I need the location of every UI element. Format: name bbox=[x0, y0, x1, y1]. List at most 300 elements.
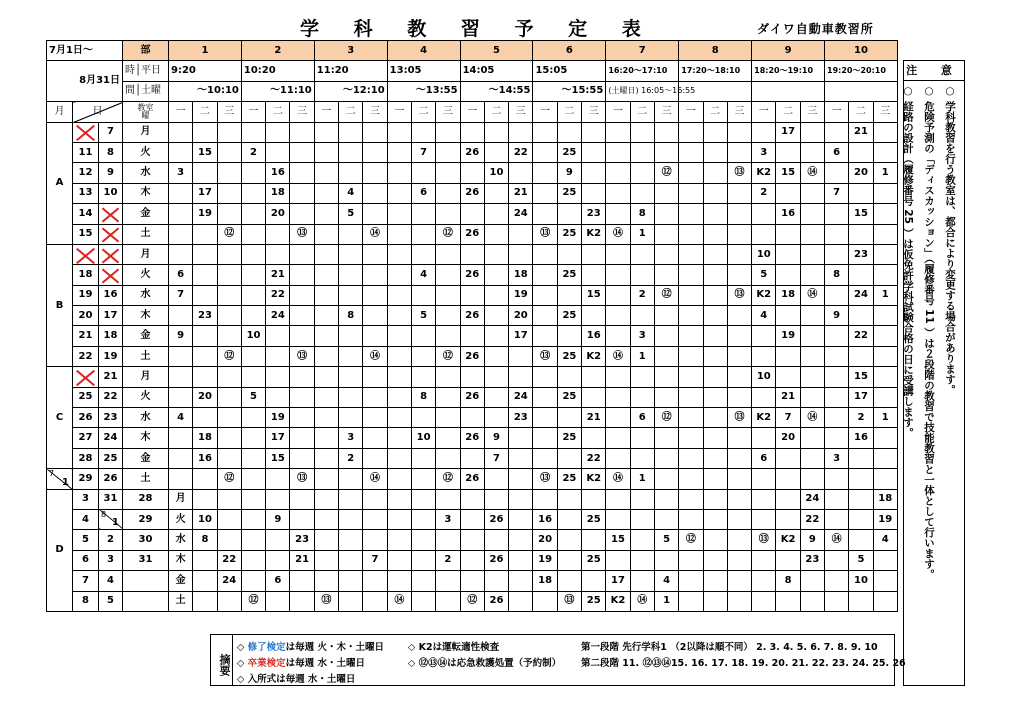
schedule-cell: ⑬ bbox=[290, 346, 314, 366]
schedule-cell bbox=[290, 285, 314, 305]
schedule-cell: 9 bbox=[800, 530, 824, 550]
schedule-cell bbox=[436, 142, 460, 162]
schedule-cell bbox=[509, 244, 533, 264]
schedule-cell: 18 bbox=[193, 428, 217, 448]
date-8: 17 bbox=[99, 306, 123, 326]
schedule-cell bbox=[849, 183, 873, 203]
schedule-cell bbox=[703, 285, 727, 305]
schedule-cell bbox=[654, 469, 678, 489]
schedule-cell bbox=[436, 326, 460, 346]
schedule-cell bbox=[460, 244, 484, 264]
schedule-cell bbox=[314, 367, 338, 387]
schedule-cell bbox=[411, 509, 435, 529]
period-start: 7月1日～ bbox=[47, 41, 123, 61]
schedule-cell bbox=[703, 530, 727, 550]
hi-label: 日 bbox=[73, 102, 123, 122]
schedule-cell bbox=[290, 265, 314, 285]
schedule-cell: 18 bbox=[873, 489, 897, 509]
schedule-cell bbox=[169, 183, 193, 203]
schedule-cell bbox=[654, 244, 678, 264]
schedule-cell bbox=[169, 367, 193, 387]
schedule-cell: ⑬ bbox=[727, 163, 751, 183]
schedule-cell: 17 bbox=[193, 183, 217, 203]
schedule-cell bbox=[339, 244, 363, 264]
schedule-cell bbox=[290, 163, 314, 183]
period-header-3: 3 bbox=[314, 41, 387, 61]
school-name: ダイワ自動車教習所 bbox=[757, 22, 874, 36]
schedule-cell bbox=[606, 489, 630, 509]
schedule-cell bbox=[752, 224, 776, 244]
schedule-cell bbox=[800, 387, 824, 407]
schedule-cell bbox=[776, 346, 800, 366]
schedule-cell bbox=[193, 224, 217, 244]
schedule-cell bbox=[873, 265, 897, 285]
schedule-cell bbox=[241, 448, 265, 468]
room-header: 一 bbox=[460, 102, 484, 122]
schedule-cell bbox=[387, 306, 411, 326]
schedule-cell bbox=[849, 591, 873, 611]
schedule-cell bbox=[703, 387, 727, 407]
schedule-cell bbox=[339, 142, 363, 162]
group-label-D: D bbox=[47, 489, 73, 611]
schedule-cell: 10 bbox=[849, 571, 873, 591]
schedule-cell: 18 bbox=[509, 265, 533, 285]
schedule-cell bbox=[752, 346, 776, 366]
schedule-cell bbox=[387, 285, 411, 305]
schedule-cell bbox=[557, 571, 581, 591]
schedule-cell: 24 bbox=[266, 306, 290, 326]
schedule-cell bbox=[800, 469, 824, 489]
schedule-cell bbox=[800, 142, 824, 162]
schedule-cell bbox=[606, 448, 630, 468]
room-header: 一 bbox=[387, 102, 411, 122]
schedule-cell bbox=[411, 326, 435, 346]
schedule-cell bbox=[582, 265, 606, 285]
schedule-cell: ⑭ bbox=[800, 163, 824, 183]
schedule-cell bbox=[387, 265, 411, 285]
schedule-cell bbox=[752, 428, 776, 448]
schedule-cell bbox=[606, 367, 630, 387]
table-row bbox=[47, 163, 898, 183]
schedule-cell: 19 bbox=[873, 509, 897, 529]
schedule-cell bbox=[314, 122, 338, 142]
schedule-cell bbox=[314, 509, 338, 529]
room-header: 一 bbox=[752, 102, 776, 122]
summary-label: 摘要 bbox=[211, 635, 233, 685]
date-col-a: 5 bbox=[73, 530, 99, 550]
date-8: 23 bbox=[99, 408, 123, 428]
period-start-time-10: 19:20～20:10 bbox=[825, 61, 898, 81]
weekday: 金 bbox=[169, 571, 193, 591]
schedule-cell bbox=[460, 448, 484, 468]
schedule-cell bbox=[776, 265, 800, 285]
schedule-cell bbox=[314, 244, 338, 264]
schedule-cell bbox=[533, 306, 557, 326]
schedule-cell bbox=[825, 285, 849, 305]
schedule-cell: 17 bbox=[606, 571, 630, 591]
schedule-cell bbox=[800, 326, 824, 346]
schedule-cell bbox=[582, 571, 606, 591]
schedule-cell bbox=[825, 469, 849, 489]
schedule-cell bbox=[241, 408, 265, 428]
schedule-cell: ⑫ bbox=[217, 224, 241, 244]
date-col-b: 3 bbox=[99, 550, 123, 570]
schedule-cell bbox=[193, 591, 217, 611]
schedule-cell: 16 bbox=[582, 326, 606, 346]
date-7: 28 bbox=[73, 448, 99, 468]
schedule-cell: 21 bbox=[266, 265, 290, 285]
schedule-cell bbox=[363, 571, 387, 591]
date-8-holiday bbox=[99, 224, 123, 244]
schedule-cell bbox=[752, 326, 776, 346]
schedule-cell bbox=[193, 571, 217, 591]
schedule-cell: 2 bbox=[241, 142, 265, 162]
schedule-cell bbox=[873, 428, 897, 448]
schedule-cell bbox=[557, 204, 581, 224]
schedule-cell bbox=[727, 367, 751, 387]
period-end-time-2: ～11:10 bbox=[241, 81, 314, 101]
schedule-cell bbox=[411, 469, 435, 489]
schedule-cell bbox=[217, 183, 241, 203]
schedule-cell bbox=[800, 183, 824, 203]
date-col-a: 4 bbox=[73, 509, 99, 529]
schedule-cell bbox=[314, 306, 338, 326]
date-8: 26 bbox=[99, 469, 123, 489]
weekday: 月 bbox=[169, 489, 193, 509]
schedule-cell: 20 bbox=[849, 163, 873, 183]
schedule-cell bbox=[411, 448, 435, 468]
date-8: 7 bbox=[99, 122, 123, 142]
schedule-cell: 3 bbox=[339, 428, 363, 448]
schedule-cell bbox=[727, 326, 751, 346]
schedule-cell: ⑭ bbox=[606, 469, 630, 489]
schedule-cell bbox=[873, 448, 897, 468]
date-8-holiday bbox=[99, 244, 123, 264]
schedule-cell bbox=[679, 163, 703, 183]
schedule-cell bbox=[266, 346, 290, 366]
period-start-time-9: 18:20～19:10 bbox=[752, 61, 825, 81]
schedule-cell bbox=[460, 489, 484, 509]
schedule-cell bbox=[266, 367, 290, 387]
date-8: 24 bbox=[99, 428, 123, 448]
schedule-cell bbox=[679, 306, 703, 326]
schedule-cell bbox=[654, 448, 678, 468]
schedule-cell bbox=[606, 265, 630, 285]
schedule-cell bbox=[825, 224, 849, 244]
schedule-cell: K2 bbox=[582, 224, 606, 244]
schedule-cell bbox=[460, 122, 484, 142]
table-row bbox=[47, 387, 898, 407]
schedule-cell bbox=[290, 489, 314, 509]
schedule-cell: 15 bbox=[606, 530, 630, 550]
schedule-cell bbox=[290, 367, 314, 387]
schedule-cell: ⑬ bbox=[533, 346, 557, 366]
schedule-cell bbox=[606, 183, 630, 203]
schedule-cell bbox=[387, 326, 411, 346]
schedule-cell bbox=[703, 591, 727, 611]
schedule-cell bbox=[169, 428, 193, 448]
table-row bbox=[47, 224, 898, 244]
schedule-cell bbox=[436, 306, 460, 326]
table-row bbox=[47, 265, 898, 285]
schedule-cell bbox=[484, 122, 508, 142]
schedule-cell: K2 bbox=[752, 163, 776, 183]
schedule-cell: ⑫ bbox=[654, 285, 678, 305]
room-header: 一 bbox=[679, 102, 703, 122]
schedule-cell bbox=[557, 509, 581, 529]
schedule-cell bbox=[873, 306, 897, 326]
schedule-cell bbox=[727, 428, 751, 448]
schedule-cell bbox=[217, 244, 241, 264]
weekday: 火 bbox=[123, 265, 169, 285]
schedule-cell: 16 bbox=[849, 428, 873, 448]
schedule-cell bbox=[484, 244, 508, 264]
schedule-cell bbox=[339, 387, 363, 407]
schedule-cell: K2 bbox=[582, 469, 606, 489]
schedule-cell bbox=[314, 163, 338, 183]
schedule-cell: 16 bbox=[193, 448, 217, 468]
schedule-cell bbox=[873, 183, 897, 203]
schedule-cell: 8 bbox=[411, 387, 435, 407]
room-header: 二 bbox=[776, 102, 800, 122]
schedule-cell: 26 bbox=[460, 469, 484, 489]
schedule-cell bbox=[387, 204, 411, 224]
schedule-cell bbox=[314, 428, 338, 448]
schedule-cell bbox=[290, 408, 314, 428]
table-row bbox=[47, 183, 898, 203]
schedule-cell bbox=[703, 122, 727, 142]
weekday: 木 bbox=[123, 306, 169, 326]
schedule-cell: 6 bbox=[169, 265, 193, 285]
room-header: 三 bbox=[217, 102, 241, 122]
schedule-cell: 1 bbox=[630, 469, 654, 489]
schedule-cell bbox=[727, 387, 751, 407]
schedule-cell bbox=[654, 509, 678, 529]
schedule-cell bbox=[217, 591, 241, 611]
schedule-cell bbox=[241, 122, 265, 142]
schedule-cell bbox=[411, 591, 435, 611]
schedule-cell: 5 bbox=[654, 530, 678, 550]
schedule-cell: ⑬ bbox=[314, 591, 338, 611]
schedule-cell bbox=[849, 509, 873, 529]
schedule-cell: 8 bbox=[193, 530, 217, 550]
schedule-cell: K2 bbox=[606, 591, 630, 611]
schedule-cell bbox=[752, 387, 776, 407]
schedule-cell: 15 bbox=[776, 163, 800, 183]
schedule-cell bbox=[654, 224, 678, 244]
summary-emergency: ◇ ⑫⑬⑭は応急救護処置（予約制） bbox=[408, 658, 562, 669]
date-7: 13 bbox=[73, 183, 99, 203]
schedule-cell bbox=[387, 489, 411, 509]
schedule-cell: 24 bbox=[509, 387, 533, 407]
schedule-cell bbox=[241, 469, 265, 489]
schedule-cell bbox=[387, 142, 411, 162]
schedule-cell: 19 bbox=[776, 326, 800, 346]
schedule-cell bbox=[314, 469, 338, 489]
date-7-holiday bbox=[73, 367, 99, 387]
schedule-cell bbox=[703, 163, 727, 183]
schedule-cell bbox=[703, 142, 727, 162]
room-header: 三 bbox=[654, 102, 678, 122]
schedule-cell bbox=[752, 122, 776, 142]
schedule-cell bbox=[484, 387, 508, 407]
schedule-cell bbox=[849, 346, 873, 366]
date-7: 22 bbox=[73, 346, 99, 366]
schedule-cell bbox=[727, 122, 751, 142]
schedule-cell bbox=[557, 448, 581, 468]
schedule-cell bbox=[606, 142, 630, 162]
schedule-cell bbox=[533, 367, 557, 387]
schedule-cell bbox=[436, 183, 460, 203]
schedule-cell bbox=[484, 142, 508, 162]
schedule-cell bbox=[849, 224, 873, 244]
schedule-cell bbox=[169, 469, 193, 489]
schedule-cell: 8 bbox=[630, 204, 654, 224]
schedule-cell bbox=[436, 285, 460, 305]
schedule-cell bbox=[363, 530, 387, 550]
schedule-cell bbox=[800, 244, 824, 264]
schedule-cell bbox=[703, 448, 727, 468]
schedule-cell: 23 bbox=[290, 530, 314, 550]
schedule-cell bbox=[387, 550, 411, 570]
schedule-cell bbox=[314, 183, 338, 203]
schedule-cell: 3 bbox=[169, 163, 193, 183]
schedule-cell bbox=[582, 530, 606, 550]
date-col-b: 8 1 bbox=[99, 509, 123, 529]
schedule-cell bbox=[825, 591, 849, 611]
schedule-cell bbox=[654, 142, 678, 162]
schedule-cell bbox=[193, 367, 217, 387]
schedule-cell bbox=[582, 428, 606, 448]
table-row bbox=[47, 204, 898, 224]
schedule-cell bbox=[339, 346, 363, 366]
schedule-cell bbox=[849, 469, 873, 489]
date-8: 18 bbox=[99, 326, 123, 346]
schedule-cell bbox=[606, 326, 630, 346]
doyou-label: 土曜 bbox=[141, 85, 162, 97]
table-row bbox=[47, 571, 898, 591]
note-item: ○ 学科教習を行う教室は、都合により変更する場合があります。 bbox=[944, 85, 956, 395]
period-end-time-7: (土曜日) 16:05～16:55 bbox=[606, 81, 679, 101]
schedule-cell bbox=[509, 346, 533, 366]
schedule-cell bbox=[314, 571, 338, 591]
schedule-cell bbox=[217, 142, 241, 162]
period-start-time-4: 13:05 bbox=[387, 61, 460, 81]
schedule-cell: 16 bbox=[776, 204, 800, 224]
schedule-cell bbox=[460, 550, 484, 570]
schedule-cell: 4 bbox=[752, 306, 776, 326]
schedule-cell bbox=[241, 306, 265, 326]
table-row bbox=[47, 448, 898, 468]
schedule-cell: 22 bbox=[800, 509, 824, 529]
schedule-cell bbox=[217, 306, 241, 326]
schedule-cell: 24 bbox=[217, 571, 241, 591]
schedule-cell bbox=[679, 142, 703, 162]
date-7: 19 bbox=[73, 285, 99, 305]
schedule-cell bbox=[484, 183, 508, 203]
schedule-cell bbox=[825, 387, 849, 407]
schedule-cell bbox=[290, 122, 314, 142]
schedule-cell bbox=[484, 285, 508, 305]
date-8: 25 bbox=[99, 448, 123, 468]
period-start-time-6: 15:05 bbox=[533, 61, 606, 81]
schedule-cell bbox=[727, 142, 751, 162]
schedule-cell bbox=[679, 265, 703, 285]
schedule-cell bbox=[387, 387, 411, 407]
date-col-b: 4 bbox=[99, 571, 123, 591]
schedule-cell: 24 bbox=[800, 489, 824, 509]
weekday: 金 bbox=[123, 326, 169, 346]
heijitsu-label: 平日 bbox=[141, 65, 162, 77]
schedule-cell bbox=[582, 122, 606, 142]
schedule-cell bbox=[241, 163, 265, 183]
date-7: 27 bbox=[73, 428, 99, 448]
schedule-cell bbox=[825, 204, 849, 224]
schedule-cell bbox=[217, 509, 241, 529]
schedule-cell bbox=[679, 448, 703, 468]
page-title: 学 科 教 習 予 定 表 bbox=[300, 18, 655, 40]
notes-panel bbox=[903, 60, 965, 686]
schedule-cell bbox=[363, 122, 387, 142]
month-change-cell: 7 1 bbox=[47, 469, 73, 489]
schedule-cell bbox=[654, 489, 678, 509]
schedule-cell: 15 bbox=[582, 285, 606, 305]
schedule-cell bbox=[533, 265, 557, 285]
schedule-cell bbox=[339, 530, 363, 550]
summary-box bbox=[210, 634, 906, 686]
schedule-cell bbox=[217, 408, 241, 428]
schedule-cell bbox=[752, 509, 776, 529]
schedule-cell bbox=[752, 550, 776, 570]
schedule-cell bbox=[582, 163, 606, 183]
schedule-cell bbox=[825, 428, 849, 448]
schedule-cell: 6 bbox=[630, 408, 654, 428]
schedule-cell bbox=[654, 183, 678, 203]
schedule-cell bbox=[217, 265, 241, 285]
schedule-cell bbox=[776, 550, 800, 570]
table-row bbox=[47, 285, 898, 305]
schedule-cell: 25 bbox=[582, 509, 606, 529]
schedule-cell: 8 bbox=[776, 571, 800, 591]
schedule-cell bbox=[314, 550, 338, 570]
schedule-cell bbox=[460, 204, 484, 224]
period-header-1: 1 bbox=[169, 41, 242, 61]
date-8-holiday bbox=[99, 265, 123, 285]
schedule-cell: 25 bbox=[557, 346, 581, 366]
notes-title: 注 意 bbox=[904, 61, 964, 81]
schedule-cell bbox=[484, 469, 508, 489]
schedule-cell bbox=[411, 285, 435, 305]
schedule-cell bbox=[727, 183, 751, 203]
period-start-time-2: 10:20 bbox=[241, 61, 314, 81]
weekday: 水 bbox=[169, 530, 193, 550]
schedule-cell bbox=[582, 489, 606, 509]
schedule-cell bbox=[266, 244, 290, 264]
schedule-cell: 20 bbox=[266, 204, 290, 224]
date-col-a: 3 bbox=[73, 489, 99, 509]
schedule-cell: 1 bbox=[873, 285, 897, 305]
schedule-cell bbox=[217, 489, 241, 509]
schedule-cell bbox=[654, 204, 678, 224]
schedule-cell bbox=[266, 550, 290, 570]
schedule-cell bbox=[776, 591, 800, 611]
date-col-c bbox=[123, 571, 169, 591]
schedule-cell: 22 bbox=[849, 326, 873, 346]
schedule-cell: 22 bbox=[217, 550, 241, 570]
schedule-cell bbox=[436, 204, 460, 224]
schedule-cell: 7 bbox=[363, 550, 387, 570]
schedule-cell bbox=[557, 489, 581, 509]
